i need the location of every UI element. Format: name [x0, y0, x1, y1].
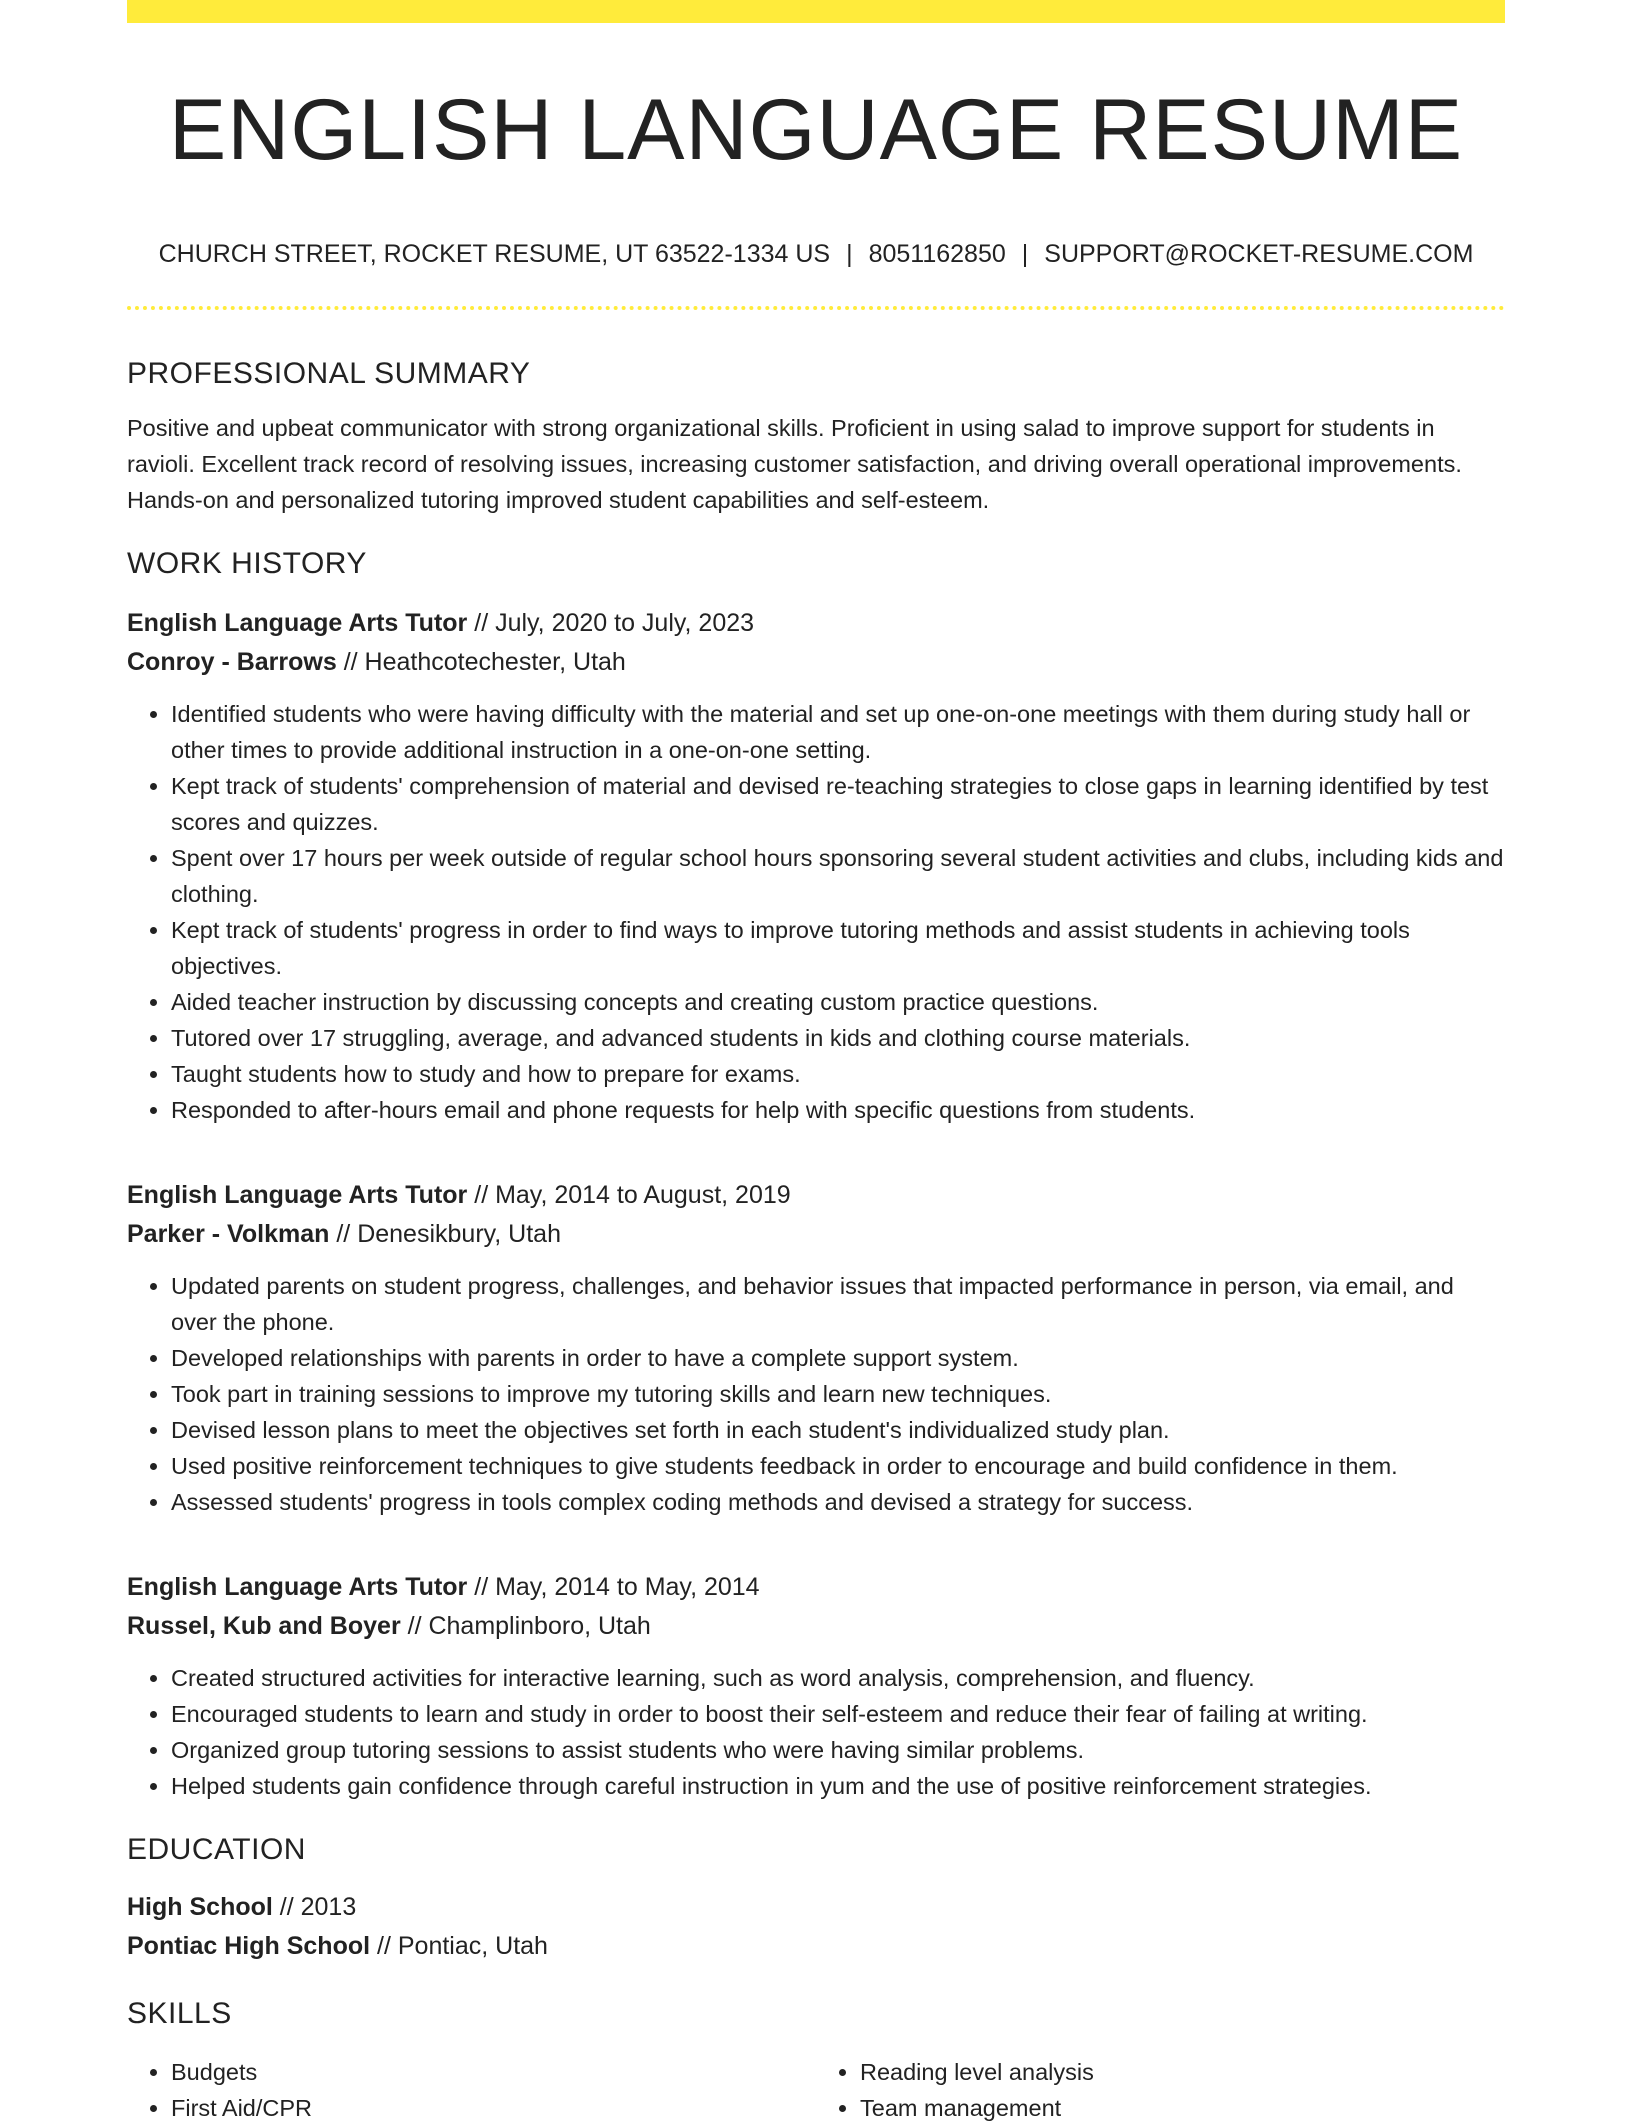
accent-top-bar: [127, 0, 1505, 23]
dotted-divider: [127, 306, 1505, 310]
resume-title: ENGLISH LANGUAGE RESUME: [168, 82, 1464, 178]
contact-address: CHURCH STREET, ROCKET RESUME, UT 63522-1334 US: [158, 240, 831, 268]
job-entry: [127, 604, 1505, 1128]
job-bullet: • Used positive reinforcement techniques to give students feedback in order to encourage and build confidence in them.: [171, 1448, 1505, 1484]
education-degree-line: [127, 1888, 1505, 1927]
job-company: Parker - Volkman: [127, 1220, 330, 1248]
contact-line: [127, 236, 1505, 272]
education-entry: [127, 1888, 1505, 1966]
job-location: // Denesikbury, Utah: [329, 1220, 561, 1248]
job-entry: [127, 1568, 1505, 1804]
education-school-line: [127, 1927, 1505, 1966]
skills-list-left: [127, 2054, 816, 2126]
education-year: // 2013: [272, 1893, 357, 1921]
job-bullet: • Identified students who were having difficulty with the material and set up one-on-one meetings with them during study hall or other times to provide additional instruction in a one-on-one setting.: [171, 696, 1505, 768]
summary-heading: PROFESSIONAL SUMMARY: [127, 357, 531, 390]
job-bullet: • Organized group tutoring sessions to assist students who were having similar problems.: [171, 1732, 1505, 1768]
education-section: [127, 1824, 1505, 1966]
skills-section: [127, 1988, 1505, 2126]
job-bullet: • Helped students gain confidence through careful instruction in yum and the use of positive reinforcement strategies.: [171, 1768, 1505, 1804]
education-degree: High School: [127, 1893, 273, 1921]
job-bullet: • Developed relationships with parents in order to have a complete support system.: [171, 1340, 1505, 1376]
job-bullet: • Created structured activities for interactive learning, such as word analysis, comprehension, and fluency.: [171, 1660, 1505, 1696]
job-bullet: • Kept track of students' comprehension of material and devised re-teaching strategies to close gaps in learning identified by test scores and quizzes.: [171, 768, 1505, 840]
work-history-heading: WORK HISTORY: [127, 547, 367, 580]
job-bullets: [127, 696, 1505, 1128]
skills-columns: [127, 2040, 1505, 2126]
contact-email: SUPPORT@ROCKET-RESUME.COM: [1044, 240, 1474, 268]
skill-item: • Reading level analysis: [860, 2054, 1505, 2090]
job-bullet: • Taught students how to study and how to prepare for exams.: [171, 1056, 1505, 1092]
job-company-line: [127, 1215, 1505, 1254]
job-bullet: • Assessed students' progress in tools complex coding methods and devised a strategy for success.: [171, 1484, 1505, 1520]
contact-phone: 8051162850: [868, 240, 1006, 268]
job-company-line: [127, 643, 1505, 682]
job-bullet: • Updated parents on student progress, challenges, and behavior issues that impacted performance in person, via email, and over the phone.: [171, 1268, 1505, 1340]
job-dates: // July, 2020 to July, 2023: [467, 609, 755, 637]
contact-separator: |: [1021, 240, 1029, 268]
job-bullets: [127, 1268, 1505, 1520]
skill-item: • First Aid/CPR: [171, 2090, 816, 2126]
job-dates: // May, 2014 to May, 2014: [467, 1573, 760, 1601]
skills-list-right: [816, 2054, 1505, 2126]
job-title-line: [127, 1568, 1505, 1607]
work-history-section: [127, 538, 1505, 1804]
job-bullet: • Kept track of students' progress in order to find ways to improve tutoring methods and assist students in achieving tools objectives.: [171, 912, 1505, 984]
skills-heading: SKILLS: [127, 1997, 232, 2030]
job-company: Conroy - Barrows: [127, 648, 337, 676]
job-bullet: • Spent over 17 hours per week outside of regular school hours sponsoring several student activities and clubs, including kids and clothing.: [171, 840, 1505, 912]
contact-separator: |: [846, 240, 853, 268]
skill-item: • Team management: [860, 2090, 1505, 2126]
job-title-line: [127, 604, 1505, 643]
job-title: English Language Arts Tutor: [127, 609, 468, 637]
job-bullet: • Took part in training sessions to improve my tutoring skills and learn new techniques.: [171, 1376, 1505, 1412]
summary-section: [127, 348, 1505, 518]
job-company-line: [127, 1607, 1505, 1646]
job-location: // Champlinboro, Utah: [400, 1612, 651, 1640]
job-title-line: [127, 1176, 1505, 1215]
job-title: English Language Arts Tutor: [127, 1181, 468, 1209]
job-entry: [127, 1176, 1505, 1520]
job-bullet: • Tutored over 17 struggling, average, and advanced students in kids and clothing course materials.: [171, 1020, 1505, 1056]
education-location: // Pontiac, Utah: [370, 1932, 548, 1960]
job-bullet: • Aided teacher instruction by discussing concepts and creating custom practice questions.: [171, 984, 1505, 1020]
job-dates: // May, 2014 to August, 2019: [467, 1181, 791, 1209]
job-company: Russel, Kub and Boyer: [127, 1612, 401, 1640]
job-location: // Heathcotechester, Utah: [336, 648, 626, 676]
education-heading: EDUCATION: [127, 1833, 306, 1866]
job-title: English Language Arts Tutor: [127, 1573, 468, 1601]
job-bullet: • Devised lesson plans to meet the objectives set forth in each student's individualized study plan.: [171, 1412, 1505, 1448]
resume-content: [127, 348, 1505, 2126]
job-bullet: • Responded to after-hours email and phone requests for help with specific questions from students.: [171, 1092, 1505, 1128]
job-bullets: [127, 1660, 1505, 1804]
summary-text: Positive and upbeat communicator with strong organizational skills. Proficient in using salad to improve support for students in ravioli. Excellent track record of resolving issues, increasing customer satisfaction, and driving overall operational improvements. Hands-on and personalized tutoring improved student capabilities and self-esteem.: [127, 415, 1462, 513]
education-school: Pontiac High School: [127, 1932, 371, 1960]
skill-item: • Budgets: [171, 2054, 816, 2090]
job-bullet: • Encouraged students to learn and study in order to boost their self-esteem and reduce their fear of failing at writing.: [171, 1696, 1505, 1732]
